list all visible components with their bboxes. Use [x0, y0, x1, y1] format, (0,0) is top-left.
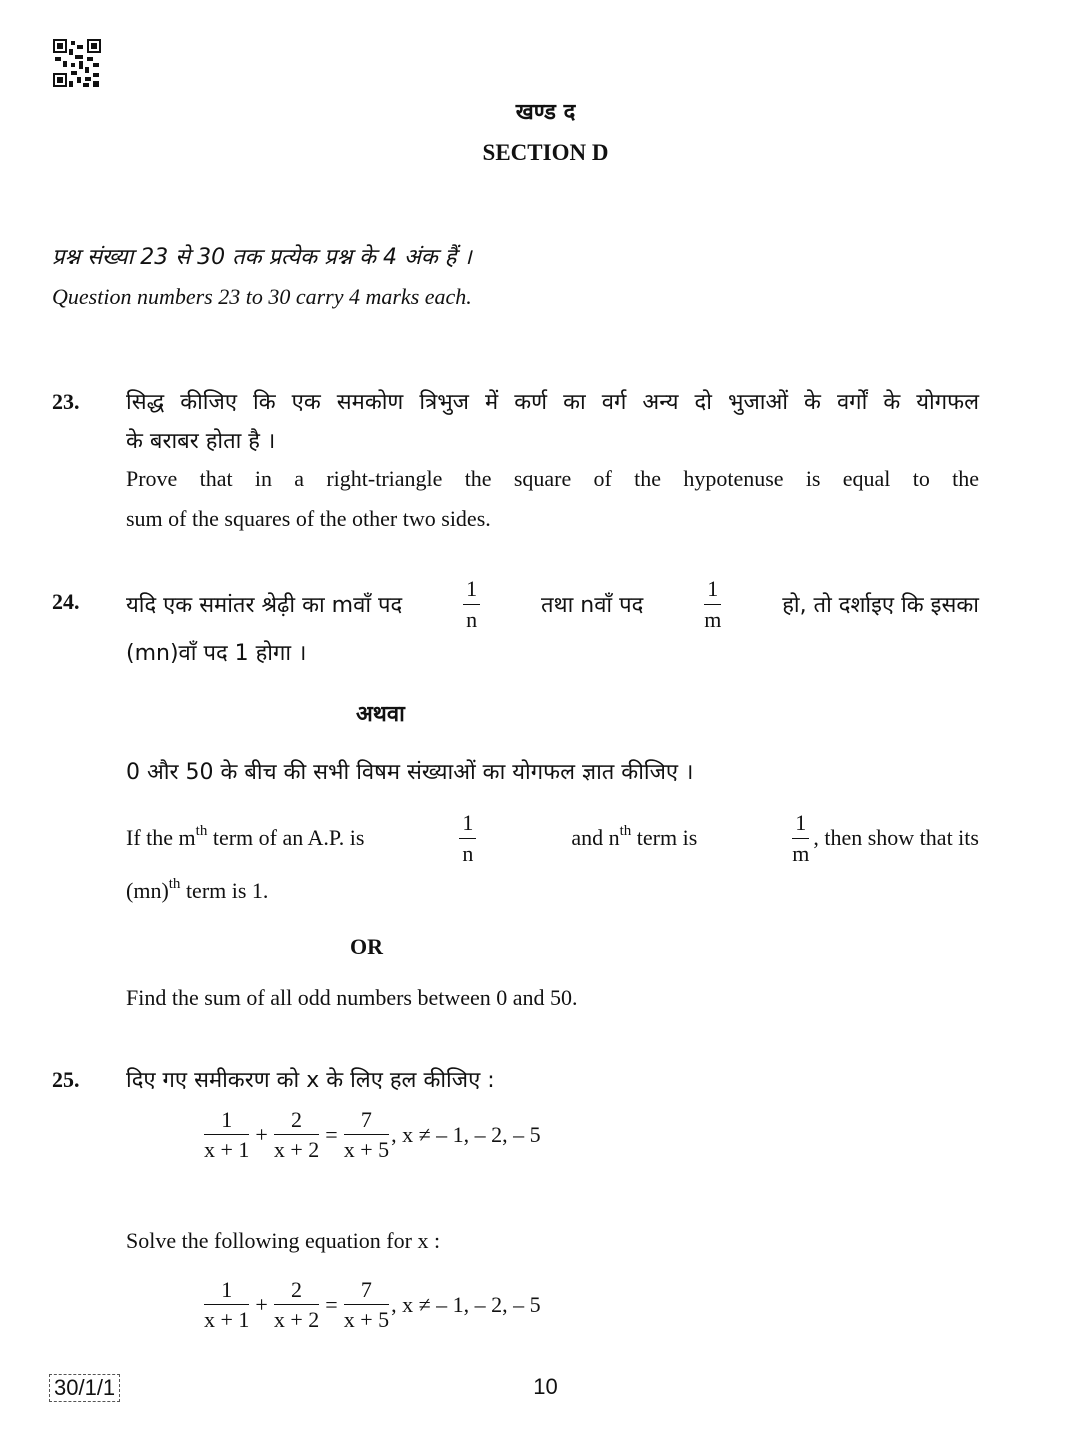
- q25-equation-hindi: $\frac{1}{x + 1}$ + $\frac{2}{x + 2}$ = $\frac{7}{x + 5}$ , x ≠ – 1, – 2, – 5: [204, 1107, 541, 1163]
- q23-english-line1: Prove that in a right-triangle the square of the hypotenuse is equal to the: [126, 466, 979, 491]
- question-number: 24.: [52, 589, 80, 614]
- section-title-hindi: खण्ड द: [515, 100, 576, 125]
- fraction: $\frac{7}{x + 5}$: [343, 1277, 390, 1333]
- q23-english-line2: sum of the squares of the other two sides.: [126, 506, 491, 531]
- fraction-numerator: 1: [463, 577, 480, 604]
- fraction-1-over-m: [792, 811, 809, 864]
- instructions-hindi: प्रश्न संख्या 23 से 30 तक प्रत्येक प्रश्न के 4 अंक हैं ।: [52, 245, 472, 270]
- q24-english-line2: (mn)$^{th}$ term is 1.: [126, 876, 269, 903]
- q23-hindi-line2: के बराबर होता है ।: [126, 429, 276, 454]
- fraction-denominator: n: [466, 606, 478, 632]
- section-title: SECTION D: [482, 140, 609, 165]
- or-label-hindi: अथवा: [356, 702, 405, 727]
- fraction-1-over-m: [704, 577, 721, 630]
- question-number: 23.: [52, 389, 80, 414]
- q24-english-line1: [126, 808, 979, 868]
- q25-hindi: दिए गए समीकरण को x के लिए हल कीजिए :: [126, 1068, 495, 1093]
- qr-code-icon: [53, 39, 101, 87]
- fraction: $\frac{1}{x + 1}$: [204, 1107, 250, 1163]
- q25-english: Solve the following equation for x :: [126, 1228, 441, 1253]
- q23-hindi-line1: सिद्ध कीजिए कि एक समकोण त्रिभुज में कर्ण का वर्ग अन्य दो भुजाओं के वर्गों के योगफल: [126, 390, 979, 415]
- or-label: OR: [350, 934, 383, 959]
- fraction-1-over-n: [463, 577, 480, 630]
- page-number: 10: [533, 1374, 558, 1399]
- fraction: $\frac{7}{x + 5}$: [343, 1107, 390, 1163]
- q24-hindi-line1: [126, 574, 979, 634]
- q24-or-question-english: Find the sum of all odd numbers between 0 and 50.: [126, 985, 578, 1010]
- q24-english-part2: and $n^{th}$ term is: [571, 823, 698, 850]
- q24-hindi-part2: तथा nवाँ पद: [540, 593, 644, 618]
- q24-hindi-part1: यदि एक समांतर श्रेढ़ी का mवाँ पद: [126, 593, 403, 618]
- fraction: $\frac{2}{x + 2}$: [273, 1107, 320, 1163]
- fraction-numerator: 1: [459, 811, 476, 838]
- fraction-1-over-n: [459, 811, 476, 864]
- q24-hindi-part3: हो, तो दर्शाइए कि इसका: [782, 593, 979, 618]
- q25-equation-english: $\frac{1}{x + 1}$ + $\frac{2}{x + 2}$ = $\frac{7}{x + 5}$ , x ≠ – 1, – 2, – 5: [204, 1277, 541, 1333]
- fraction: $\frac{1}{x + 1}$: [204, 1277, 250, 1333]
- paper-code: 30/1/1: [49, 1374, 120, 1402]
- fraction-numerator: 1: [704, 577, 721, 604]
- instructions-english: Question numbers 23 to 30 carry 4 marks each.: [52, 284, 472, 309]
- question-number: 25.: [52, 1067, 80, 1092]
- q24-or-question-hindi: 0 और 50 के बीच की सभी विषम संख्याओं का योगफल ज्ञात कीजिए ।: [126, 760, 694, 785]
- q24-english-part3: $\frac{1}{m}$ , then show that its: [792, 810, 979, 866]
- q24-hindi-line2: (mn)वाँ पद 1 होगा ।: [126, 641, 307, 666]
- fraction-numerator: 1: [792, 811, 809, 838]
- q24-english-part1: If the $m^{th}$ term of an A.P. is: [126, 823, 365, 850]
- fraction-denominator: m: [792, 840, 810, 866]
- fraction-denominator: m: [704, 606, 722, 632]
- fraction: $\frac{2}{x + 2}$: [273, 1277, 320, 1333]
- fraction-denominator: n: [462, 840, 474, 866]
